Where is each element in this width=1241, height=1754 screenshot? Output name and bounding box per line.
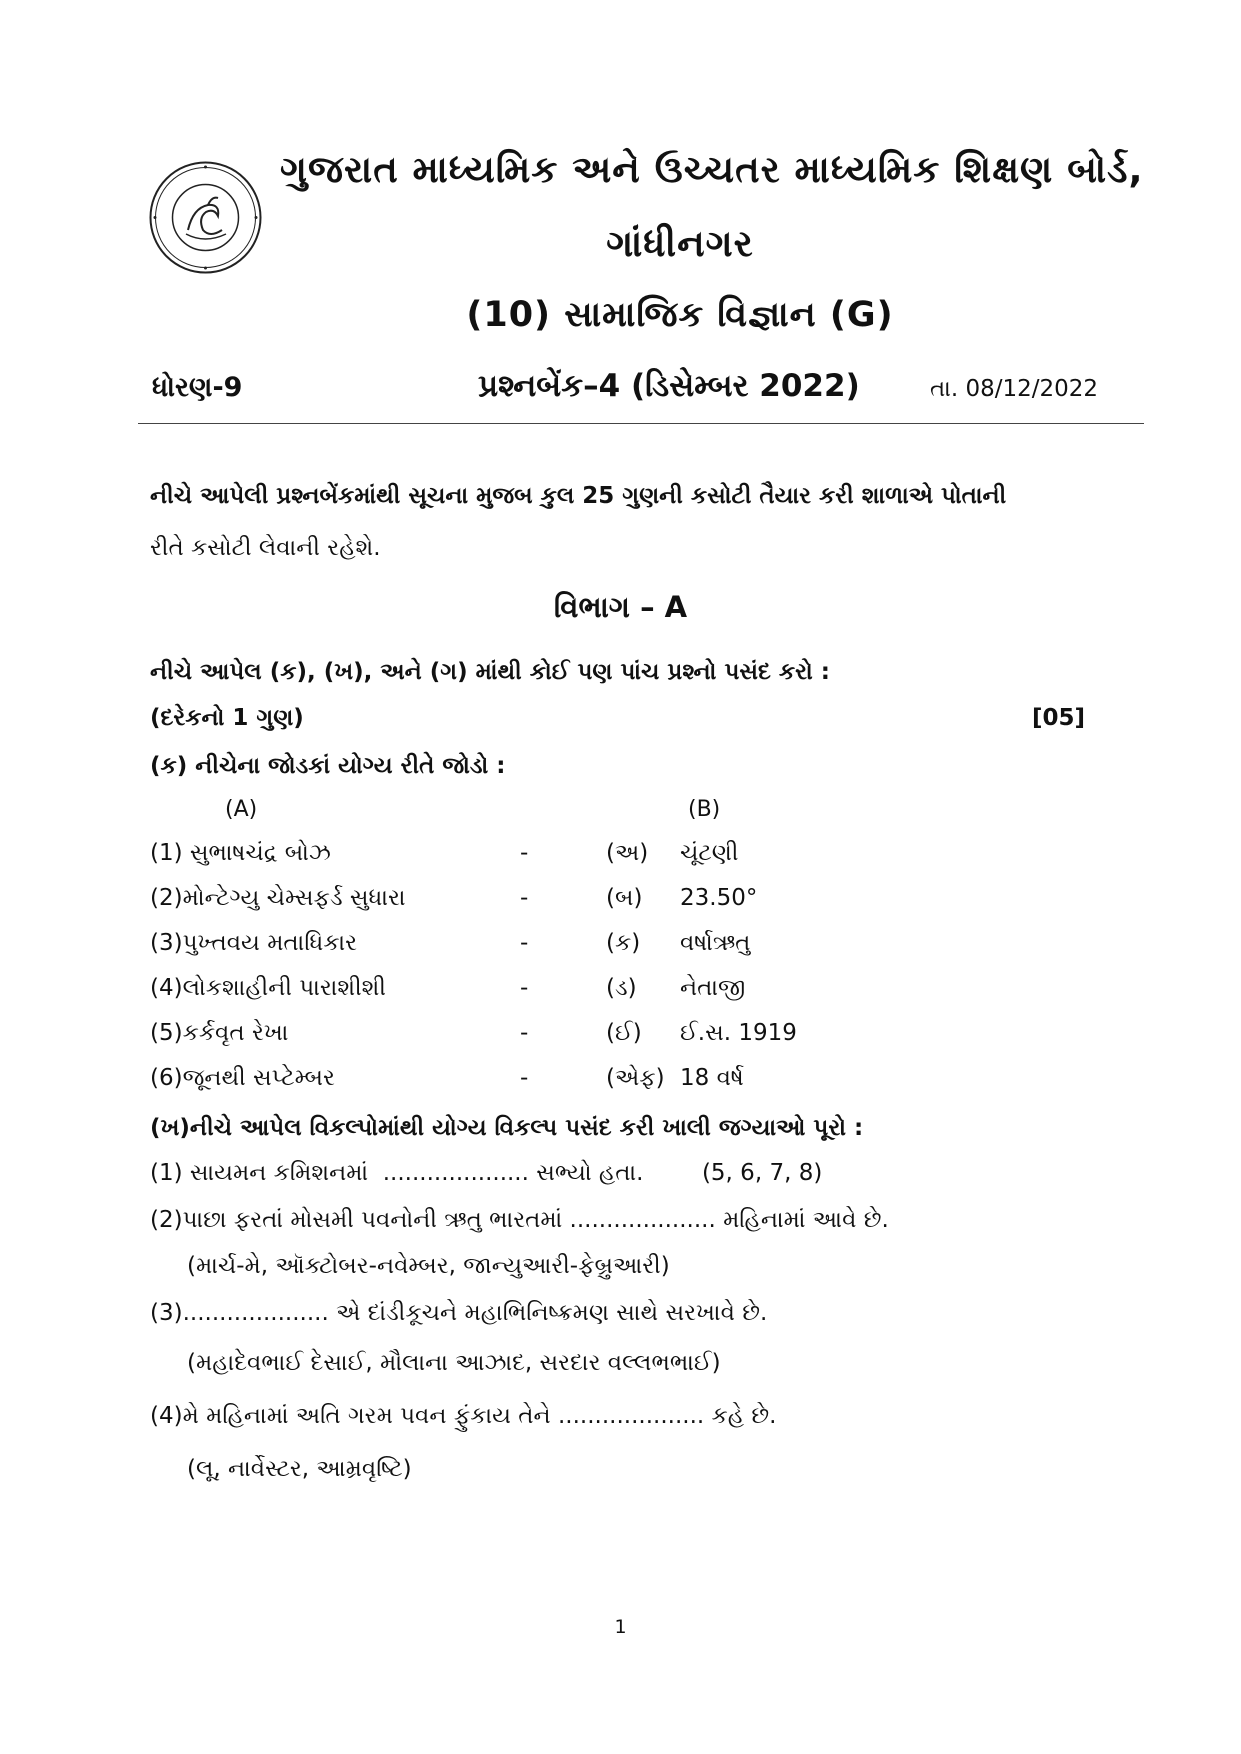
- fill-question-2: (2)પાછા ફરતાં મોસમી પવનોની ઋતુ ભારતમાં .................... મહિનામાં આવે છે.: [150, 1207, 889, 1233]
- match-row: [150, 930, 1050, 970]
- match-row: [150, 840, 1050, 880]
- instruction-line1: નીચે આપેલી પ્રશ્નબેંકમાંથી સૂચના મુજબ કુલ 25 ગુણની કસોટી તૈયાર કરી શાળાએ પોતાની: [150, 483, 1007, 509]
- column-b-header: (B): [688, 797, 721, 822]
- fill-question-4: (4)મે મહિનામાં અતિ ગરમ પવન ફુંકાય તેને .................... કહે છે.: [150, 1403, 777, 1429]
- subject-title: (10) સામાજિક વિજ્ઞાન (G): [466, 295, 894, 335]
- match-dash: -: [520, 1020, 529, 1046]
- question-bank-title: પ્રશ્નબેંક–4 (ડિસેમ્બર 2022): [478, 368, 860, 404]
- match-dash: -: [520, 885, 529, 911]
- match-row: [150, 885, 1050, 925]
- match-key: (ઈ): [606, 1020, 642, 1046]
- match-dash: -: [520, 1065, 529, 1091]
- match-right: 18 વર્ષ: [680, 1065, 744, 1091]
- match-key: (એફ): [606, 1065, 665, 1091]
- page-number: 1: [614, 1616, 627, 1638]
- match-left: (3)પુખ્તવય મતાધિકાર: [150, 930, 358, 956]
- marks-each: (દરેકનો 1 ગુણ): [150, 705, 304, 731]
- match-row: [150, 1065, 1050, 1105]
- board-logo: [148, 160, 263, 275]
- match-right: 23.50°: [680, 885, 758, 911]
- header-divider: [138, 423, 1144, 424]
- match-row: [150, 975, 1050, 1015]
- match-right: વર્ષાઋતુ: [680, 930, 751, 956]
- match-right: ચૂંટણી: [680, 840, 739, 866]
- section-title: વિભાગ – A: [553, 590, 688, 624]
- match-dash: -: [520, 840, 529, 866]
- match-right: ઈ.સ. 1919: [680, 1020, 797, 1046]
- match-key: (બ): [606, 885, 643, 911]
- standard-label: ધોરણ-9: [152, 372, 243, 403]
- match-left: (1) સુભાષચંદ્ર બોઝ: [150, 840, 331, 866]
- part-k-heading: (ક) નીચેના જોડકાં યોગ્ય રીતે જોડો :: [150, 753, 506, 779]
- total-marks: [05]: [1032, 705, 1086, 731]
- match-key: (ક): [606, 930, 641, 956]
- match-left: (4)લોકશાહીની પારાશીશી: [150, 975, 386, 1001]
- fill-question-3-options: (મહાદેવભાઈ દેસાઈ, મૌલાના આઝાદ, સરદાર વલ્લભભાઈ): [187, 1350, 721, 1376]
- fill-question-1: (1) સાયમન કમિશનમાં .................... સભ્યો હતા. (5, 6, 7, 8): [150, 1160, 823, 1186]
- match-dash: -: [520, 930, 529, 956]
- match-key: (અ): [606, 840, 649, 866]
- board-name-line1: ગુજરાત માધ્યમિક અને ઉચ્ચતર માધ્યમિક શિક્ષણ બોર્ડ,: [280, 148, 1144, 191]
- instruction-line2: રીતે કસોટી લેવાની રહેશે.: [150, 535, 381, 561]
- fill-question-3: (3).................... એ દાંડીકૂચને મહાભિનિષ્ક્રમણ સાથે સરખાવે છે.: [150, 1300, 768, 1326]
- match-row: [150, 1020, 1050, 1060]
- fill-question-4-options: (લૂ, નાર્વેસ્ટર, આમ્રવૃષ્ટિ): [187, 1456, 412, 1482]
- match-right: નેતાજી: [680, 975, 746, 1001]
- part-kh-heading: (ખ)નીચે આપેલ વિકલ્પોમાંથી યોગ્ય વિકલ્પ પસંદ કરી ખાલી જગ્યાઓ પૂરો :: [150, 1115, 864, 1141]
- match-left: (6)જૂનથી સપ્ટેમ્બર: [150, 1065, 335, 1091]
- match-left: (2)મોન્ટેગ્યુ ચેમ્સફર્ડ સુધારા: [150, 885, 406, 911]
- choose-instruction: નીચે આપેલ (ક), (ખ), અને (ગ) માંથી કોઈ પણ પાંચ પ્રશ્નો પસંદ કરો :: [150, 659, 830, 685]
- match-left: (5)કર્કવૃત રેખા: [150, 1020, 289, 1046]
- board-name-line2: ગાંધીનગર: [606, 222, 754, 265]
- fill-question-2-options: (માર્ચ-મે, ઑક્ટોબર-નવેમ્બર, જાન્યુઆરી-ફેબ્રુઆરી): [187, 1253, 670, 1279]
- match-dash: -: [520, 975, 529, 1001]
- column-a-header: (A): [225, 797, 258, 822]
- match-key: (ડ): [606, 975, 637, 1001]
- exam-date: તા. 08/12/2022: [930, 376, 1099, 402]
